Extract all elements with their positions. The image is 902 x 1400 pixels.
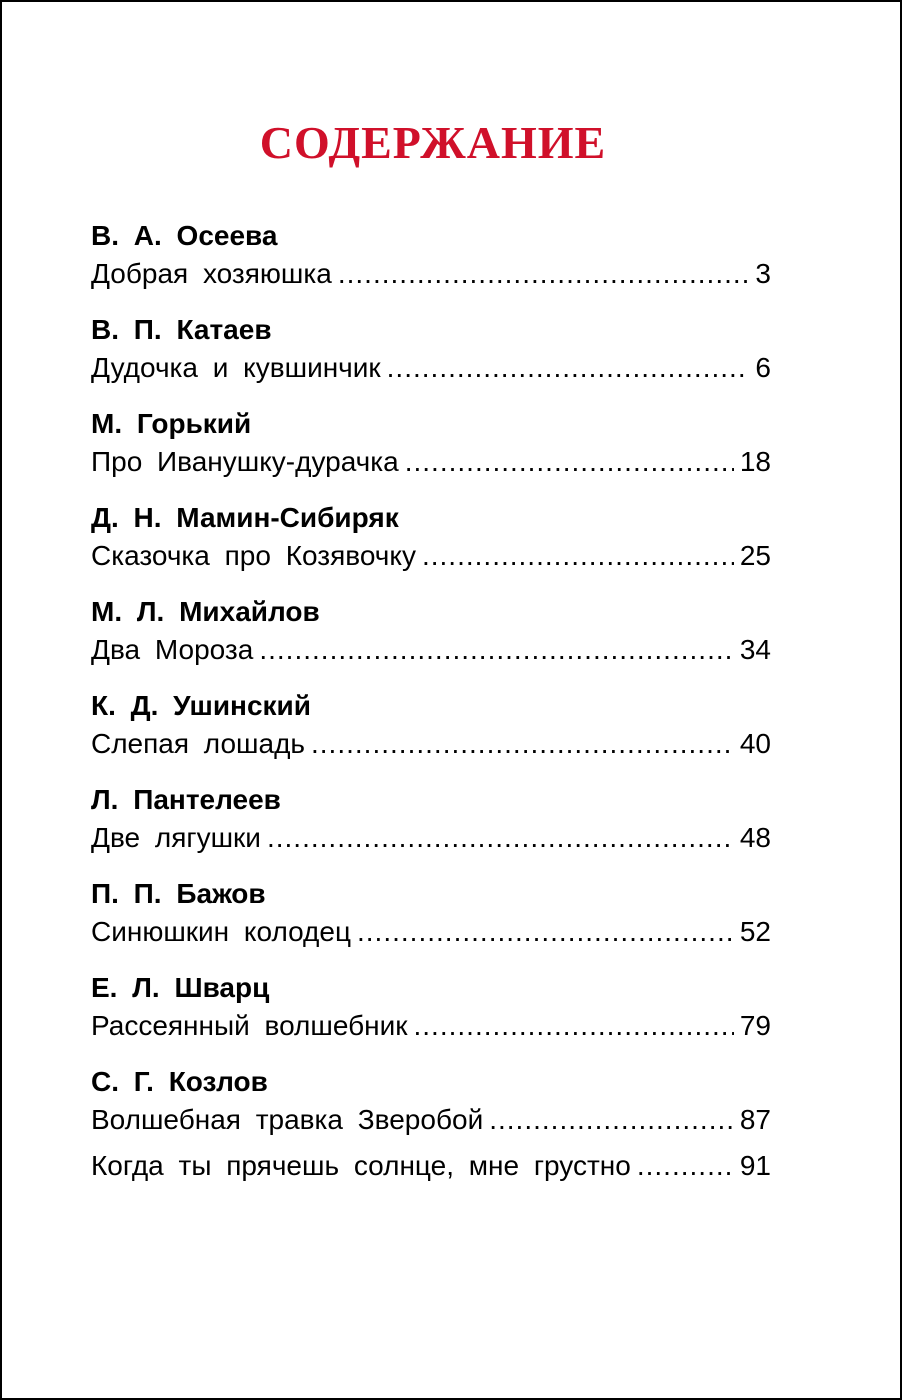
- author-name: В. П. Катаев: [91, 314, 272, 345]
- toc-entry: [91, 1008, 771, 1046]
- author-name: Л. Пантелеев: [91, 784, 281, 815]
- dot-leader: [489, 1102, 734, 1138]
- toc-section-panteleev: [91, 784, 771, 858]
- page-title: СОДЕРЖАНИЕ: [259, 117, 607, 168]
- toc-entry: [91, 1148, 771, 1186]
- page-number: 25: [739, 540, 771, 571]
- author-name: С. Г. Козлов: [91, 1066, 268, 1097]
- toc-section-kataev: [91, 314, 771, 388]
- toc-entry: [91, 538, 771, 576]
- page-number: 79: [739, 1010, 771, 1041]
- author-name: В. А. Осеева: [91, 220, 278, 251]
- author-name: Д. Н. Мамин-Сибиряк: [91, 502, 399, 533]
- story-title: Синюшкин колодец: [91, 916, 351, 947]
- story-title: Рассеянный волшебник: [91, 1010, 408, 1041]
- toc-entry: [91, 256, 771, 294]
- dot-leader: [405, 444, 734, 480]
- story-title: Две лягушки: [91, 822, 261, 853]
- page-number: 18: [739, 446, 771, 477]
- story-title: Про Иванушку-дурачка: [91, 446, 399, 477]
- story-title: Когда ты прячешь солнце, мне грустно: [91, 1150, 631, 1181]
- dot-leader: [259, 632, 734, 668]
- story-title: Два Мороза: [91, 634, 254, 665]
- page-number: 87: [739, 1104, 771, 1135]
- toc-section-shvarts: [91, 972, 771, 1046]
- dot-leader: [637, 1148, 734, 1184]
- page-number: 3: [755, 258, 771, 289]
- toc-entry: [91, 632, 771, 670]
- toc-section-oseeva: [91, 220, 771, 294]
- author-name: М. Горький: [91, 408, 252, 439]
- toc-entry: [91, 726, 771, 764]
- table-of-contents: [91, 220, 771, 1206]
- author-name: П. П. Бажов: [91, 878, 266, 909]
- toc-section-ushinsky: [91, 690, 771, 764]
- toc-entry: [91, 444, 771, 482]
- toc-entry: [91, 914, 771, 952]
- toc-section-mikhailov: [91, 596, 771, 670]
- toc-entry: [91, 1102, 771, 1140]
- story-title: Добрая хозяюшка: [91, 258, 332, 289]
- dot-leader: [338, 256, 750, 292]
- toc-section-kozlov: [91, 1066, 771, 1186]
- story-title: Сказочка про Козявочку: [91, 540, 416, 571]
- author-name: Е. Л. Шварц: [91, 972, 270, 1003]
- page-number: 6: [755, 352, 771, 383]
- toc-section-gorky: [91, 408, 771, 482]
- toc-section-mamin-sibiryak: [91, 502, 771, 576]
- author-name: К. Д. Ушинский: [91, 690, 311, 721]
- dot-leader: [357, 914, 734, 950]
- page-number: 48: [739, 822, 771, 853]
- dot-leader: [422, 538, 734, 574]
- toc-entry: [91, 820, 771, 858]
- toc-section-bazhov: [91, 878, 771, 952]
- author-name: М. Л. Михайлов: [91, 596, 320, 627]
- toc-entry: [91, 350, 771, 388]
- page-number: 52: [739, 916, 771, 947]
- page-number: 34: [739, 634, 771, 665]
- page-number: 91: [739, 1150, 771, 1181]
- story-title: Дудочка и кувшинчик: [91, 352, 381, 383]
- dot-leader: [267, 820, 734, 856]
- story-title: Слепая лошадь: [91, 728, 305, 759]
- dot-leader: [311, 726, 734, 762]
- dot-leader: [387, 350, 750, 386]
- story-title: Волшебная травка Зверобой: [91, 1104, 484, 1135]
- dot-leader: [414, 1008, 734, 1044]
- page-number: 40: [739, 728, 771, 759]
